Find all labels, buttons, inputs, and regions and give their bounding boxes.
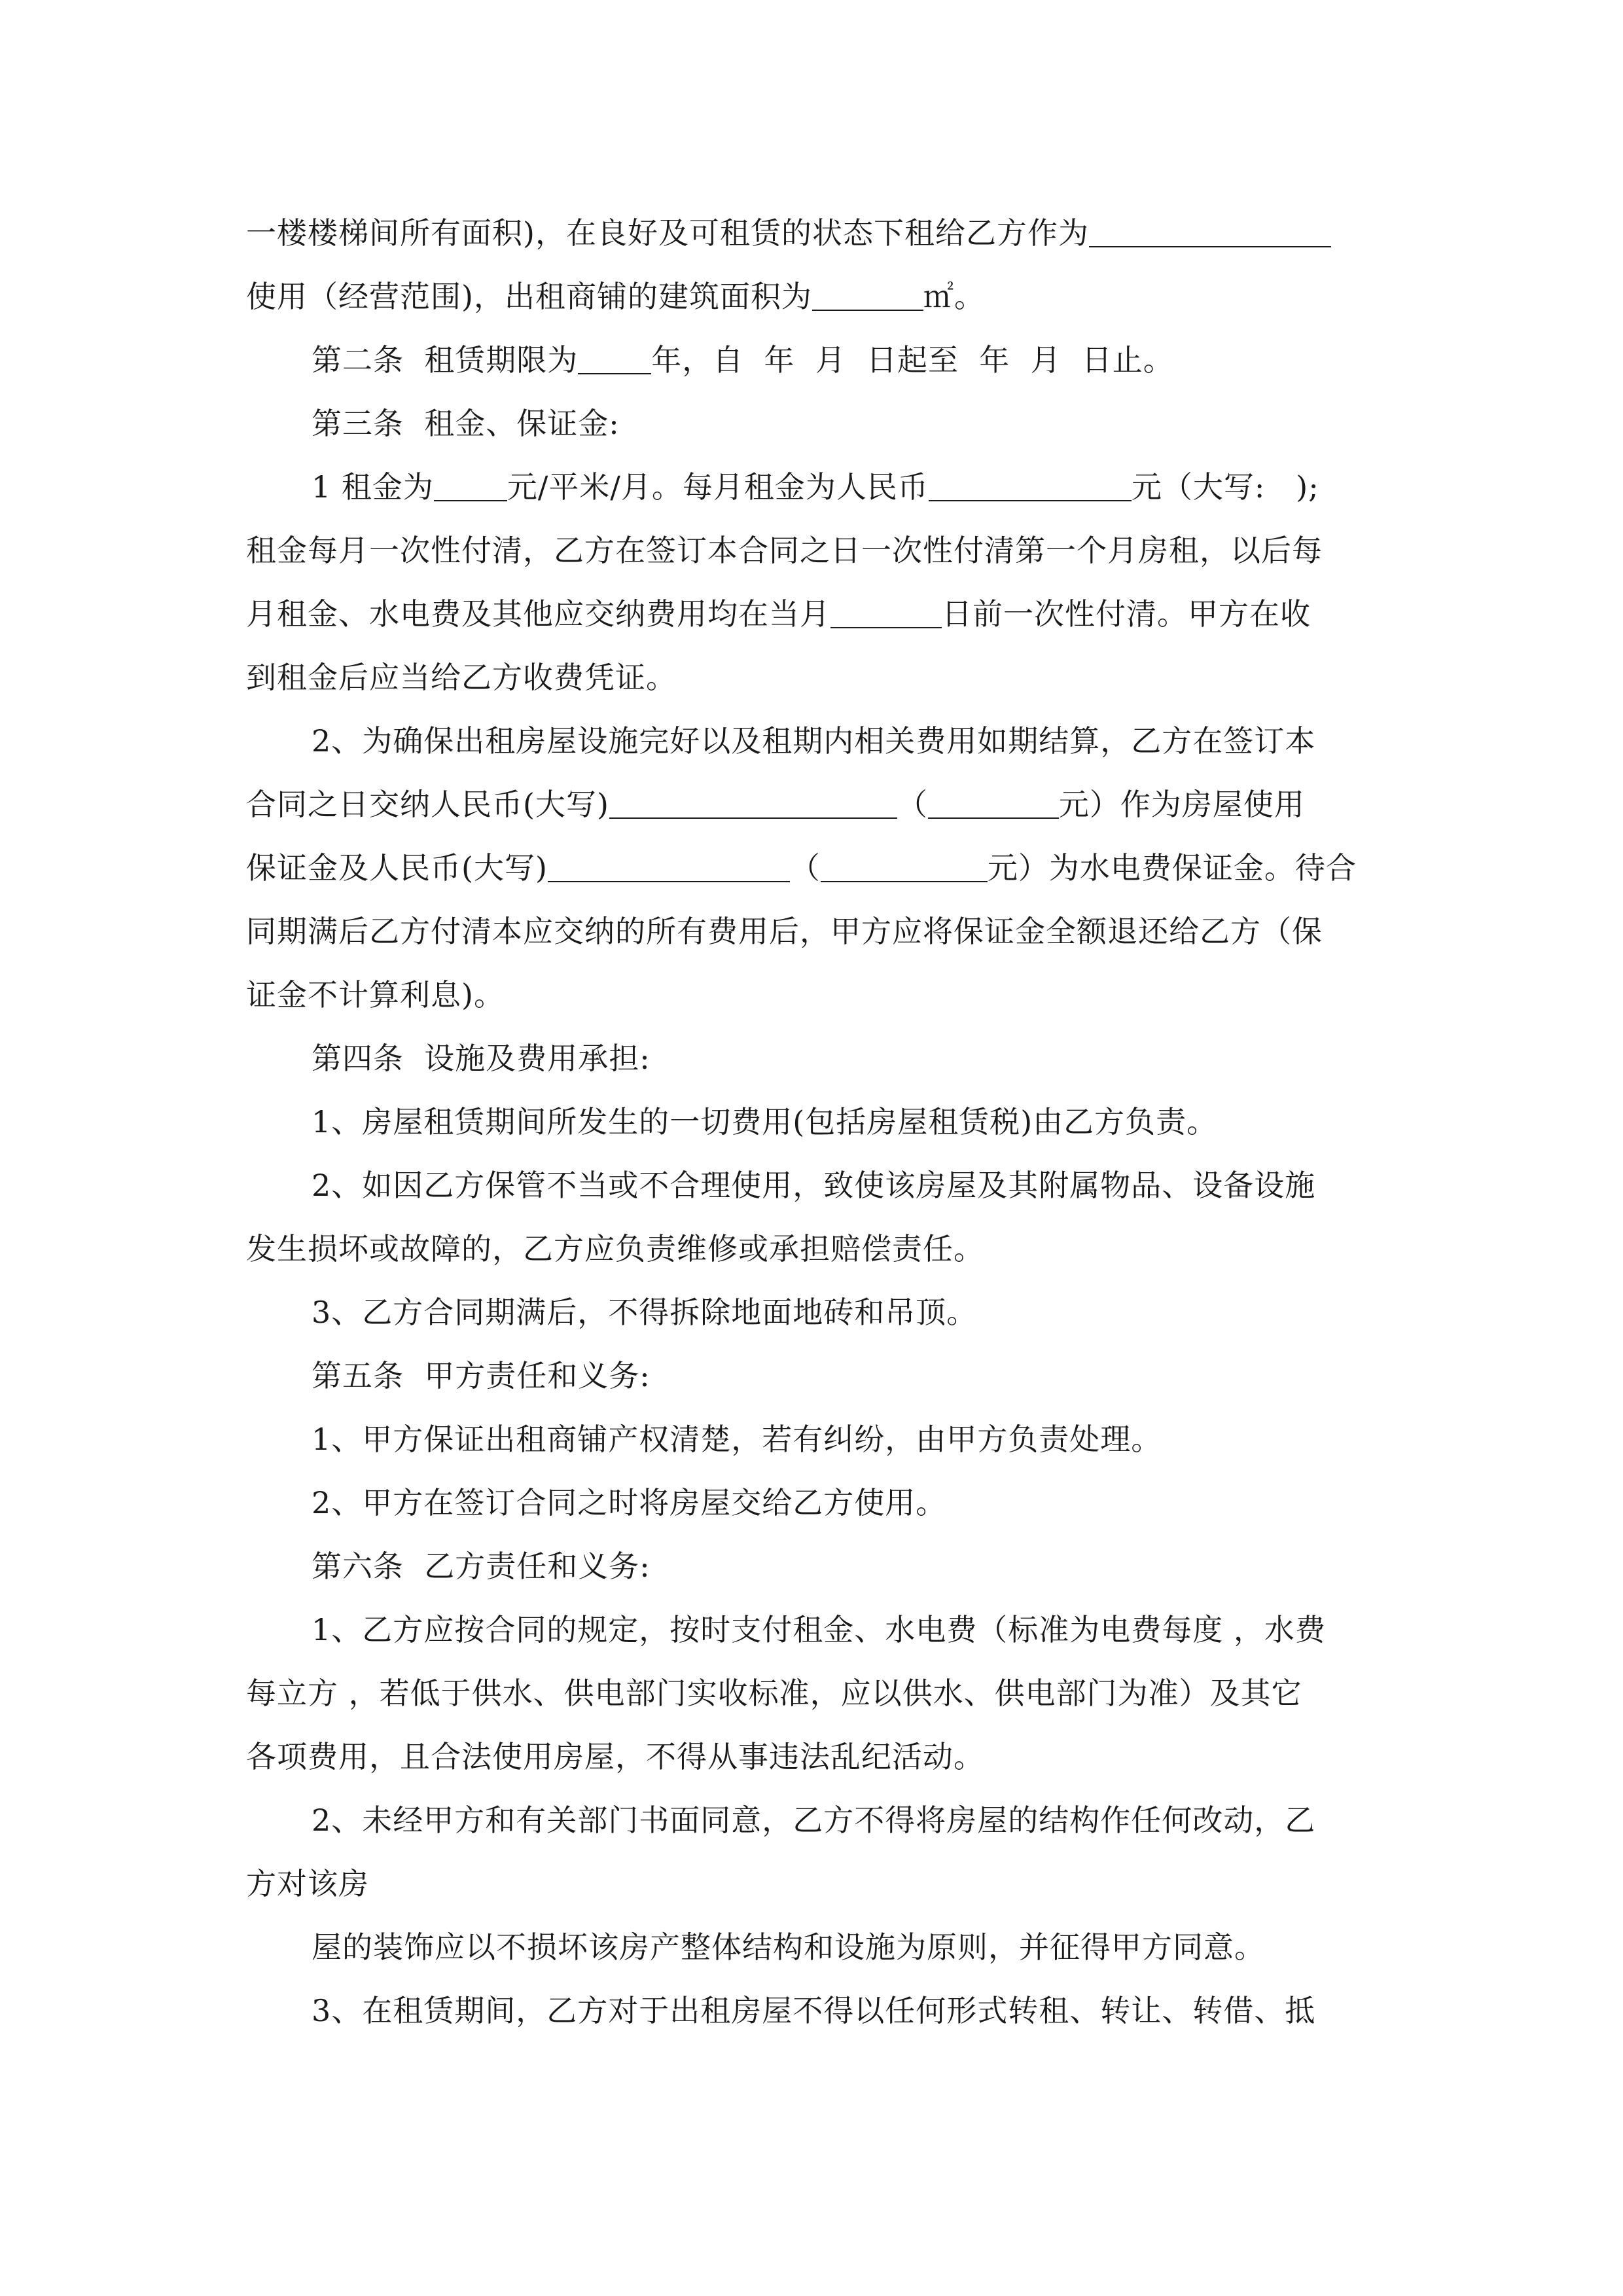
text-line [246,1217,1378,1281]
text-line [246,1916,1378,1979]
text-segment: 每立方 ，若低于供水、供电部门实收标准，应以供水、供电部门为准）及其它 [246,1676,1302,1711]
text-line [246,1852,1378,1916]
text-segment: 发生损坏或故障的，乙方应负责维修或承担赔偿责任。 [246,1231,984,1266]
text-segment: 元（大写: ); [1131,469,1319,505]
text-segment: 年，自 年 月 日起至 年 月 日止。 [651,342,1174,378]
text-line [246,963,1378,1027]
text-line [246,202,1378,265]
text-segment: 2、为确保出租房屋设施完好以及租期内相关费用如期结算，乙方在签订本 [312,723,1316,759]
blank-field [929,466,1132,501]
article-3-heading [246,392,1378,456]
text-line [246,1154,1378,1217]
text-segment: 保证金及人民币(大写) [246,850,548,886]
text-segment: ㎡。 [923,279,985,314]
text-line [246,583,1378,646]
text-segment: 一楼楼梯间所有面积)，在良好及可租赁的状态下租给乙方作为 [246,215,1089,251]
text-segment: 第五条 甲方责任和义务: [312,1358,651,1393]
text-segment: 日前一次性付清。甲方在收 [942,596,1311,632]
blank-field [1089,212,1331,247]
text-segment: （ [897,787,928,822]
blank-field [578,339,651,374]
text-line [246,1979,1378,2043]
text-line [246,1471,1378,1535]
text-segment: 元）为水电费保证金。待合 [987,850,1357,886]
text-line [246,709,1378,773]
text-segment: 2、如因乙方保管不当或不合理使用，致使该房屋及其附属物品、设备设施 [312,1168,1316,1203]
blank-field [548,847,790,882]
text-line [246,519,1378,583]
text-segment: 第六条 乙方责任和义务: [312,1549,651,1584]
text-line [246,773,1378,836]
article-2-heading [246,329,1378,392]
article-4-heading [246,1027,1378,1090]
text-line [246,265,1378,329]
text-line [246,1598,1378,1662]
text-line [246,646,1378,709]
text-segment: 1、房屋租赁期间所发生的一切费用(包括房屋租赁税)由乙方负责。 [312,1104,1218,1139]
blank-field [434,466,507,501]
text-segment: 1、甲方保证出租商铺产权清楚，若有纠纷，由甲方负责处理。 [312,1422,1162,1457]
text-segment: 元/平米/月。每月租金为人民币 [507,469,929,505]
text-segment: 证金不计算利息)。 [246,977,505,1013]
text-segment: 第四条 设施及费用承担: [312,1041,651,1076]
blank-field [609,783,897,819]
text-segment: 第二条 租赁期限为 [312,342,579,378]
text-segment: 3、在租赁期间，乙方对于出租房屋不得以任何形式转租、转让、转借、抵 [312,1993,1316,2028]
blank-field [812,276,923,311]
text-segment: 元）作为房屋使用 [1058,787,1305,822]
text-segment: 到租金后应当给乙方收费凭证。 [246,660,677,695]
text-segment: 月租金、水电费及其他应交纳费用均在当月 [246,596,830,632]
text-line [246,1090,1378,1154]
text-segment: 租金每月一次性付清，乙方在签订本合同之日一次性付清第一个月房租，以后每 [246,533,1323,568]
text-segment: 同期满后乙方付清本应交纳的所有费用后，甲方应将保证金全额退还给乙方（保 [246,914,1323,949]
text-line [246,836,1378,900]
document-body [246,202,1378,2043]
text-segment: 屋的装饰应以不损坏该房产整体结构和设施为原则，并征得甲方同意。 [312,1929,1265,1965]
text-segment: 2、甲方在签订合同之时将房屋交给乙方使用。 [312,1485,947,1520]
text-line [246,1789,1378,1852]
text-segment: 1 租金为 [312,469,434,505]
blank-field [821,847,988,882]
text-segment: 方对该房 [246,1866,369,1901]
article-6-heading [246,1535,1378,1598]
text-line [246,1408,1378,1471]
text-segment: 2、未经甲方和有关部门书面同意，乙方不得将房屋的结构作任何改动，乙 [312,1803,1316,1838]
text-line [246,1281,1378,1344]
text-line [246,456,1378,519]
text-segment: 各项费用，且合法使用房屋，不得从事违法乱纪活动。 [246,1739,984,1774]
text-line [246,1662,1378,1725]
text-segment: 使用（经营范围)，出租商铺的建筑面积为 [246,279,812,314]
text-line [246,900,1378,963]
blank-field [830,593,942,628]
text-segment: 合同之日交纳人民币(大写) [246,787,609,822]
text-segment: 第三条 租金、保证金: [312,406,620,441]
blank-field [928,783,1059,819]
article-5-heading [246,1344,1378,1408]
text-segment: 1、乙方应按合同的规定，按时支付租金、水电费（标准为电费每度 ，水费 [312,1612,1326,1647]
text-segment: 3、乙方合同期满后，不得拆除地面地砖和吊顶。 [312,1295,978,1330]
text-segment: （ [789,850,821,886]
text-line [246,1725,1378,1789]
